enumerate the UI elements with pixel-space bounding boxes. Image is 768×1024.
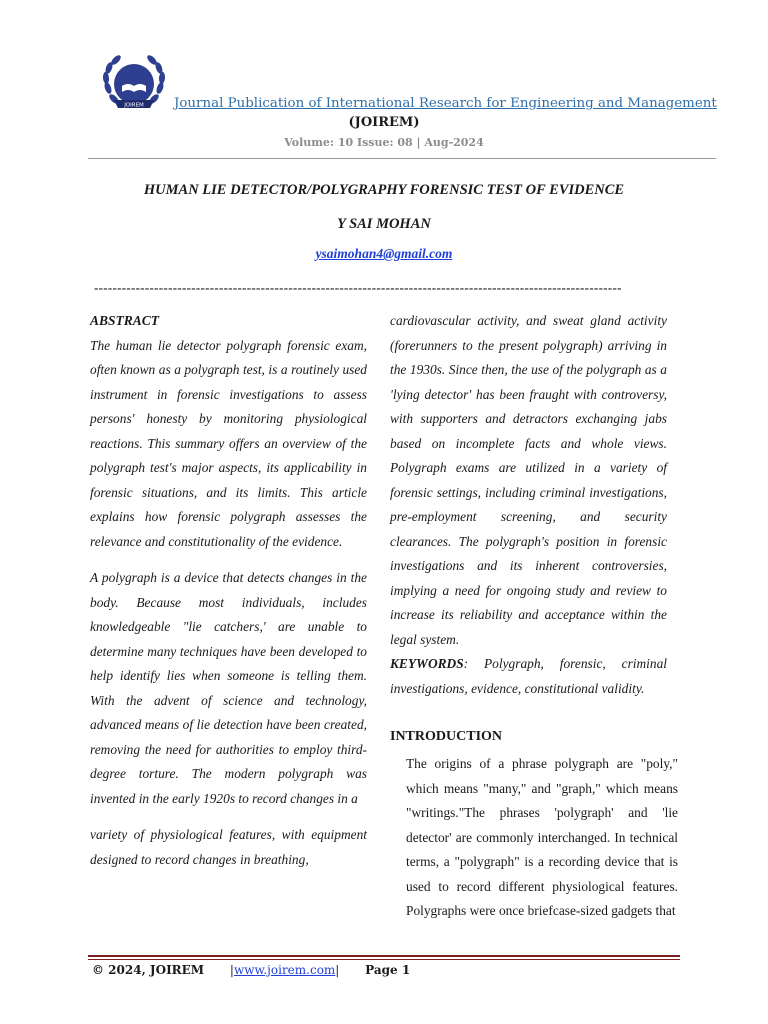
volume-issue: Volume: 10 Issue: 08 | Aug-2024 [284, 136, 484, 149]
footer-rule-bottom [88, 959, 680, 960]
header-divider [88, 158, 716, 159]
journal-abbreviation: (JOIREM) [348, 115, 420, 130]
author-email-link[interactable]: ysaimohan4@gmail.com [315, 246, 453, 261]
abstract-paragraph-1: The human lie detector polygraph forensic exam, often known as a polygraph test, is a routinely used instrument in forensic investigations to assess persons' honesty by monitoring physiological reactions. This summary offers an overview of the polygraph test's major aspects, its applicability in forensic situations, and its limits. This article explains how forensic polygraph assesses the relevance and constitutionality of the evidence. [90, 337, 367, 549]
svg-text:JOIREM: JOIREM [124, 102, 144, 109]
page-footer [92, 963, 410, 977]
left-column [90, 309, 367, 872]
keywords-label: KEYWORDS [390, 656, 464, 671]
separator-line: ------------------------------------------------------------------------------------------------------------------ [94, 280, 622, 295]
journal-logo [98, 48, 170, 120]
keywords [390, 652, 667, 701]
footer-page-number: Page 1 [365, 963, 411, 977]
journal-name-link[interactable]: Journal Publication of International Research for Engineering and Management [174, 96, 717, 111]
abstract-paragraph-3: variety of physiological features, with equipment designed to record changes in breathing, [90, 827, 367, 867]
author-name: Y SAI MOHAN [337, 216, 431, 232]
footer-link-prefix: | [229, 963, 234, 977]
keywords-text: : Polygraph, forensic, criminal investigations, evidence, constitutional validity. [390, 656, 667, 696]
introduction-heading: INTRODUCTION [390, 729, 503, 744]
right-column [390, 309, 667, 701]
abstract-paragraph-2: A polygraph is a device that detects changes in the body. Because most individuals, includes knowledgeable "lie catchers,' are unable to determine many techniques have been developed to help identify lies when someone is telling them. With the advent of science and technology, advanced means of lie detection have been created, removing the need for authorities to employ third-degree torture. The modern polygraph was invented in the early 1920s to record changes in a [90, 570, 367, 806]
footer-website-link[interactable]: www.joirem.com [233, 963, 336, 977]
footer-link-suffix: | [335, 963, 340, 977]
abstract-heading: ABSTRACT [90, 313, 160, 328]
footer-copyright: © 2024, JOIREM [92, 963, 205, 977]
footer-rule-top [88, 955, 680, 957]
introduction-body [406, 752, 678, 924]
abstract-paragraph-4: cardiovascular activity, and sweat gland activity (forerunners to the present polygraph) arriving in the 1930s. Since then, the use of the polygraph as a 'lying detector' has been fraught with controversy, with supporters and detractors exchanging jabs based on incomplete facts and whole views. Polygraph exams are utilized in a variety of forensic settings, including criminal investigations, pre-employment screening, and security clearances. The polygraph's position in forensic investigations and its inherent controversies, implying a need for ongoing study and review to increase its reliability and acceptance within the legal system. [390, 313, 667, 647]
article-title: HUMAN LIE DETECTOR/POLYGRAPHY FORENSIC TEST OF EVIDENCE [143, 182, 625, 198]
introduction-paragraph: The origins of a phrase polygraph are "poly," which means "many," and "graph," which means "writings."The phrases 'polygraph' and 'lie detector' are commonly interchanged. In technical terms, a "polygraph" is a recording device that is used to record different physiological features. Polygraphs were once briefcase-sized gadgets that [406, 756, 678, 918]
